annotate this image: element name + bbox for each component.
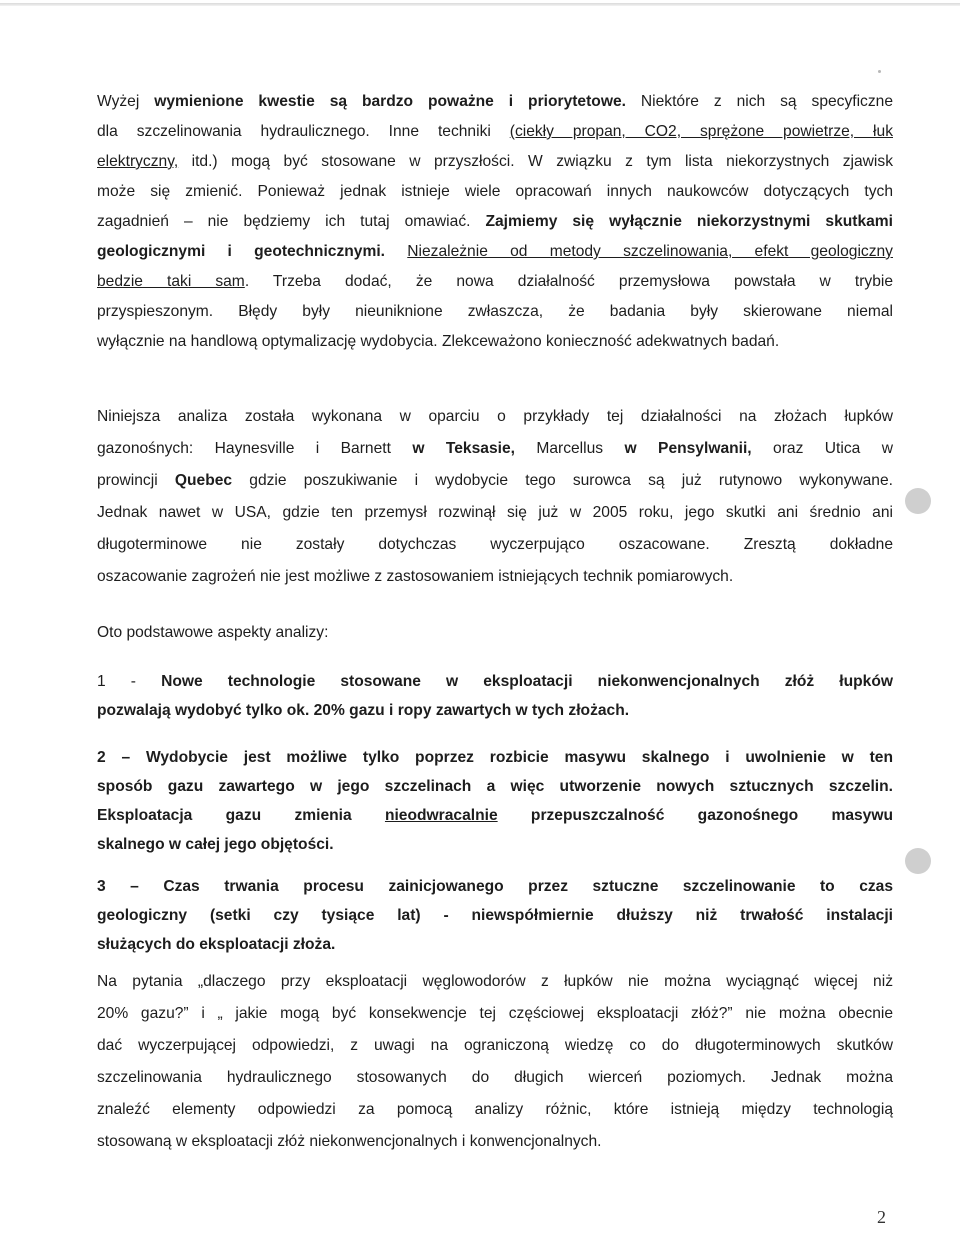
- text-line: wyłącznie na handlową optymalizację wydobycia. Zlekceważono konieczność adekwatnych badań.: [97, 333, 780, 350]
- text-line: geologicznymi i geotechnicznymi. Niezależnie od metody szczelinowania, efekt geologiczny: [97, 243, 893, 260]
- text-line: oszacowanie zagrożeń nie jest możliwe z zastosowaniem istniejących technik pomiarowych.: [97, 568, 734, 585]
- text-line: bedzie taki sam. Trzeba dodać, że nowa działalność przemysłowa powstała w trybie: [97, 273, 894, 290]
- scan-speck: [878, 70, 881, 73]
- paragraph-3: [97, 624, 893, 645]
- text-line: znaleźć elementy odpowiedzi za pomocą analizy różnic, które istnieją między technologią: [97, 1101, 893, 1118]
- text-line: długoterminowe nie zostały dotychczas wyczerpująco oszacowane. Zresztą dokładne: [97, 536, 893, 553]
- text-line: Wyżej wymienione kwestie są bardzo poważne i priorytetowe. Niektóre z nich są specyficzne: [97, 93, 893, 110]
- text-line: prowincji Quebec gdzie poszukiwanie i wydobycie tego surowca są już rutynowo wykonywane.: [97, 472, 893, 489]
- text-line: 20% gazu?” i „ jakie mogą być konsekwencje tej częściowej eksploatacji złóż?” nie można obecnie: [97, 1005, 893, 1022]
- paragraph-7: [97, 973, 893, 1154]
- text-line: szczelinowania hydraulicznego stosowanych do długich wierceń poziomych. Jednak można: [97, 1069, 893, 1086]
- text-line: Jednak nawet w USA, gdzie ten przemysł rozwinął się już w 2005 roku, jego skutki ani średnio ani: [97, 504, 893, 521]
- punch-hole: [905, 848, 931, 874]
- text-line: gazonośnych: Haynesville i Barnett w Teksasie, Marcellus w Pensylwanii, oraz Utica w: [97, 440, 893, 457]
- paragraph-2: [97, 408, 893, 589]
- scan-edge: [0, 3, 960, 6]
- text-line: Oto podstawowe aspekty analizy:: [97, 624, 329, 641]
- list-item-1: [97, 673, 893, 723]
- text-line: Niniejsza analiza została wykonana w oparciu o przykłady tej działalności na złożach łupków: [97, 408, 893, 425]
- text-line: pozwalają wydobyć tylko ok. 20% gazu i ropy zawartych w tych złożach.: [97, 702, 630, 719]
- text-line: 1 - Nowe technologie stosowane w eksploatacji niekonwencjonalnych złóż łupków: [97, 673, 894, 690]
- text-line: Na pytania „dlaczego przy eksploatacji węglowodorów z łupków nie można wyciągnąć więcej niż: [97, 973, 893, 990]
- text-line: 2 – Wydobycie jest możliwe tylko poprzez rozbicie masywu skalnego i uwolnienie w ten: [97, 749, 893, 766]
- text-line: dla szczelinowania hydraulicznego. Inne techniki (ciekły propan, CO2, sprężone powietrze, łuk: [97, 123, 893, 140]
- paragraph-1: [97, 93, 893, 354]
- text-line: zagadnień – nie będziemy ich tutaj omawiać. Zajmiemy się wyłącznie niekorzystnymi skutkami: [97, 213, 893, 230]
- text-line: może się zmienić. Ponieważ jednak istnieje wiele opracowań innych naukowców dotyczących tych: [97, 183, 893, 200]
- text-line: Eksploatacja gazu zmienia nieodwracalnie przepuszczalność gazonośnego masywu: [97, 807, 893, 824]
- text-line: 3 – Czas trwania procesu zainicjowanego przez sztuczne szczelinowanie to czas: [97, 878, 894, 895]
- text-line: geologiczny (setki czy tysiące lat) - niewspółmiernie dłuższy niż trwałość instalacji: [97, 907, 893, 924]
- text-line: stosowaną w eksploatacji złóż niekonwencjonalnych i konwencjonalnych.: [97, 1133, 602, 1150]
- text-line: służących do eksploatacji złoża.: [97, 936, 336, 953]
- list-item-2: [97, 749, 893, 857]
- text-line: skalnego w całej jego objętości.: [97, 836, 334, 853]
- text-line: przyspieszonym. Błędy były nieuniknione zwłaszcza, że badania były skierowane niemal: [97, 303, 893, 320]
- page-number: 2: [877, 1207, 886, 1227]
- text-line: elektryczny, itd.) mogą być stosowane w przyszłości. W związku z tym lista niekorzystnych zjawisk: [97, 153, 893, 170]
- list-item-3: [97, 878, 893, 957]
- punch-hole: [905, 488, 931, 514]
- text-line: sposób gazu zawartego w jego szczelinach a więc utworzenie nowych sztucznych szczelin.: [97, 778, 893, 795]
- text-line: dać wyczerpującej odpowiedzi, z uwagi na ograniczoną wiedzę co do długoterminowych skutków: [97, 1037, 893, 1054]
